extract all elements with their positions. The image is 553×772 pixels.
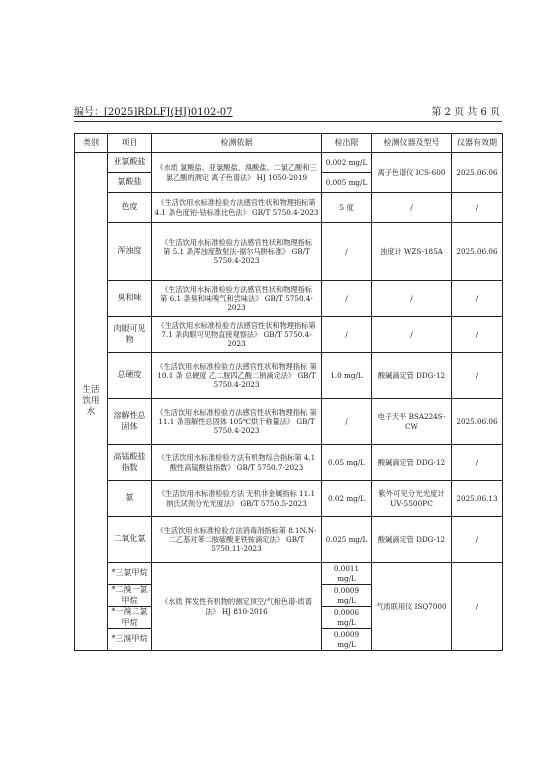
instrument-cell: 紫外可见分光光度计 UV-5500PC [372,481,452,517]
instrument-cell: 酸碱滴定管 DDG-12 [372,353,452,399]
item-cell: 总硬度 [108,353,152,399]
table-row [75,353,503,399]
table-row [75,399,503,445]
basis-cell: 《生活饮用水标准检验方法消毒剂指标第 8.1N,N-二乙基对苯二胺硫酸亚铁铵滴定法》 GB/T 5750.11-2023 [152,517,322,563]
item-cell: 亚氯酸盐 [108,153,152,173]
instrument-cell: 气质联用仪 ISQ7000 [372,563,452,651]
instrument-cell: 浊度计 WZS-185A [372,223,452,281]
basis-cell: 《水质 氯酸盐、亚氯酸盐、溴酸盐、二氯乙酸和三氯乙酸的测定 离子色谱法》 HJ 1050-2019 [152,153,322,193]
test-method-table [74,133,503,651]
item-cell: 氨 [108,481,152,517]
limit-cell: / [322,317,372,353]
validity-cell: / [452,445,503,481]
table-row [75,223,503,281]
table-row [75,317,503,353]
col-header-limit: 检出限 [322,134,372,153]
limit-cell: 0.02 mg/L [322,481,372,517]
item-cell: 氯酸盐 [108,173,152,193]
item-cell: 肉眼可见物 [108,317,152,353]
limit-cell: 0.0009 mg/L [322,629,372,651]
basis-cell: 《水质 挥发性有机物的测定顶空/气相色谱-质谱法》 HJ 810-2016 [152,563,322,651]
basis-cell: 《生活饮用水标准检验方法感官性状和物理指标第 7.1 条肉眼可见物直接观察法》 GB/T 5750.4-2023 [152,317,322,353]
limit-cell: 0.0009 mg/L [322,585,372,607]
limit-cell: / [322,399,372,445]
basis-cell: 《生活饮用水标准检验方法感官性状和物理指标 第 6.1 条臭和味嗅气和尝味法》 GB/T 5750.4-2023 [152,281,322,317]
table-row [75,563,503,585]
limit-cell: 0.005 mg/L [322,173,372,193]
basis-cell: 《生活饮用水标准检验方法 无机非金属指标 11.1 纳氏试剂分光光度法》 GB/T 5750.5-2023 [152,481,322,517]
table-row [75,281,503,317]
limit-cell: 0.025 mg/L [322,517,372,563]
limit-cell: 0.05 mg/L [322,445,372,481]
validity-cell: 2025.06.06 [452,153,503,193]
table-row [75,445,503,481]
table-row [75,153,503,173]
instrument-cell: 离子色谱仪 ICS-600 [372,153,452,193]
limit-cell: 0.002 mg/L [322,153,372,173]
instrument-cell: 电子天平 BSA224S-CW [372,399,452,445]
basis-cell: 《生活饮用水标准检验方法感官性状和物理指标 第 5.1 条浑浊度散射法-福尔马肼标准》 GB/T 5750.4-2023 [152,223,322,281]
limit-cell: 0.0006 mg/L [322,607,372,629]
validity-cell: / [452,563,503,651]
basis-cell: 《生活饮用水标准检验方法有机物综合指标第 4.1 酸性高锰酸盐指数》 GB/T 5750.7-2023 [152,445,322,481]
item-cell: *二溴一氯甲烷 [108,585,152,607]
validity-cell: / [452,517,503,563]
col-header-basis: 检测依据 [152,134,322,153]
instrument-cell: 酸碱滴定管 DDG-12 [372,517,452,563]
validity-cell: / [452,281,503,317]
limit-cell: 1.0 mg/L [322,353,372,399]
limit-cell: / [322,223,372,281]
validity-cell: / [452,317,503,353]
validity-cell: 2025.06.06 [452,223,503,281]
validity-cell: 2025.06.06 [452,399,503,445]
table-header-row [75,134,503,153]
limit-cell: 0.0011 mg/L [322,563,372,585]
category-cell: 生活饮用水 [75,153,108,651]
item-cell: 溶解性总固体 [108,399,152,445]
basis-cell: 《生活饮用水标准检验方法感官性状和物理指标第 4.1 条色度铂-钴标准比色法》 GB/T 5750.4-2023 [152,193,322,223]
item-cell: 臭和味 [108,281,152,317]
basis-cell: 《生活饮用水标准检验方法感官性状和物理指标 第 11.1 条溶解性总固体 105℃烘干称量法》 GB/T 5750.4-2023 [152,399,322,445]
item-cell: 浑浊度 [108,223,152,281]
limit-cell: 5 度 [322,193,372,223]
item-cell: 色度 [108,193,152,223]
instrument-cell: / [372,317,452,353]
basis-cell: 《生活饮用水标准检验方法感官性状和物理指标 第 10.1 条 总硬度 乙二胺四乙酸二钠滴定法》 GB/T 5750.4-2023 [152,353,322,399]
table-row [75,517,503,563]
page-info: 第 2 页 共 6 页 [431,107,500,118]
instrument-cell: 酸碱滴定管 DDG-12 [372,445,452,481]
item-cell: 二氧化氯 [108,517,152,563]
instrument-cell: / [372,281,452,317]
instrument-cell: / [372,193,452,223]
item-cell: *三氯甲烷 [108,563,152,585]
col-header-instrument: 检测仪器及型号 [372,134,452,153]
page-header [74,107,500,119]
header-rule [74,121,502,122]
col-header-item: 项目 [108,134,152,153]
item-cell: *一溴二氯甲烷 [108,607,152,629]
table-row [75,193,503,223]
validity-cell: 2025.06.13 [452,481,503,517]
limit-cell: / [322,281,372,317]
col-header-validity: 仪器有效期 [452,134,503,153]
table-row [75,481,503,517]
report-number: 编号：[2025]RDLFJ(HJ)0102-07 [74,107,233,118]
item-cell: 高锰酸盐指数 [108,445,152,481]
col-header-category: 类别 [75,134,108,153]
validity-cell: / [452,353,503,399]
validity-cell: / [452,193,503,223]
item-cell: *三溴甲烷 [108,629,152,651]
